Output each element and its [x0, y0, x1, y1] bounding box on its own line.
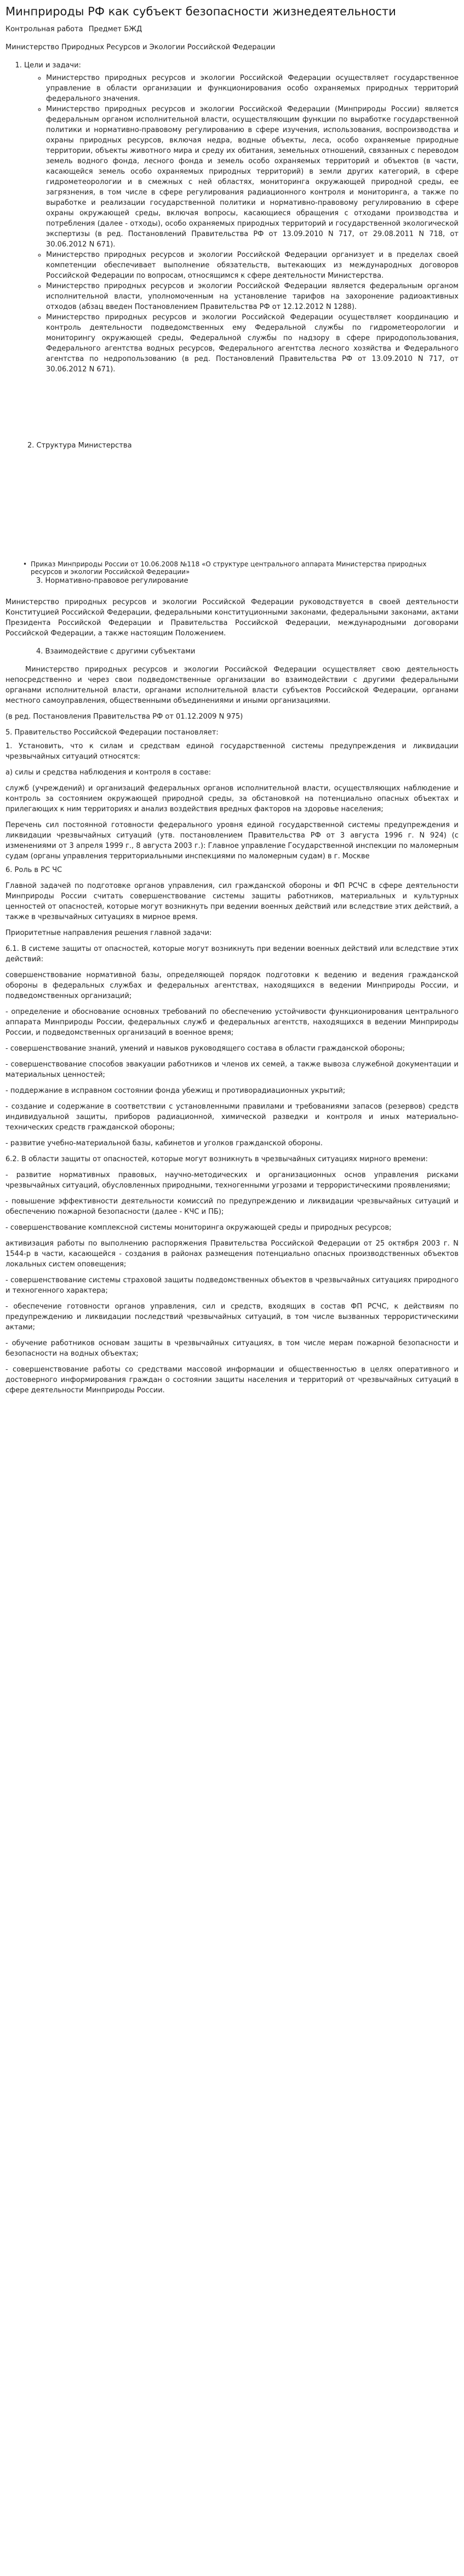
paragraph: - развитие нормативных правовых, научно-методических и организационных основ управления рисками чрезвычайных ситуаций, обусловленных природными, техногенными угрозами и террористическими проявлениями; — [5, 1171, 459, 1190]
work-kind: Контрольная работа — [5, 25, 83, 33]
list-item: ◦ Министерство природных ресурсов и экологии Российской Федерации организует и в пределах своей компетенции обеспечивает выполнение обязательств, вытекающих из международных договоров Российской Федерации по вопросам, относящимся к сфере деятельности Министерства. — [46, 250, 459, 281]
section-heading: 2. Структура Министерства — [27, 441, 132, 450]
paragraph: - совершенствование комплексной системы мониторинга окружающей среды и природных ресурсов; — [5, 1224, 392, 1232]
section-heading: 3. Нормативно-правовое регулирование — [36, 577, 188, 585]
section-heading: 4. Взаимодействие с другими субъектами — [36, 647, 196, 656]
list-item: ◦ Министерство природных ресурсов и экологии Российской Федерации осуществляет координацию и контроль деятельности подведомственных ему Федеральной службы по гидрометеорологии и мониторингу окружающей среды, Федеральной службы по надзору в сфере природопользования, Федерального агентства водных ресурсов, Федерального агентства лесного хозяйства и Федерального агентства по недропользованию (в ред. Постановлений Правительства РФ от 13.09.2010 N 717, от 30.06.2012 N 671). — [46, 312, 459, 375]
list-item: ◦ Министерство природных ресурсов и экологии Российской Федерации является федеральным органом исполнительной власти, уполномоченным на установление тарифов на захоронение радиоактивных отходов (абзац введен Постановлением Правительства РФ от 12.12.2012 N 1288). — [46, 281, 459, 312]
paragraph: - совершенствование работы со средствами массовой информации и общественностью в целях оперативного и достоверного информирования граждан о состоянии защиты населения и территорий от чрезвычайных ситуаций в сфере деятельности Минприроды России. — [5, 1366, 459, 1395]
paragraph: - совершенствование системы страховой защиты подведомственных объектов в чрезвычайных ситуациях природного и техногенного характера; — [5, 1276, 459, 1295]
paragraph: а) силы и средства наблюдения и контроля в составе: — [5, 768, 211, 777]
paragraph: Перечень сил постоянной готовности федерального уровня единой государственной системы предупреждения и ликвидации чрезвычайных ситуаций (утв. постановлением Правительства РФ от 3 августа 1996 г. N 924) (с изменениями от 3 апреля 1999 г., 8 августа 2003 г.): Главное управление Государственной инспекции по маломерным судам (органы управления территориальными инспекциями по маломерным судам) в г. Москве — [5, 821, 459, 860]
rs-paragraphs — [5, 881, 459, 1396]
paragraph: - определение и обоснование основных требований по обеспечению устойчивости функционирования центрального аппарата Минприроды России, федеральных служб и федеральных агентств, находящихся в ведении Минприроды России, и подведомственных организаций в военное время; — [5, 1008, 459, 1037]
section-list — [5, 60, 459, 375]
paragraph: - обеспечение готовности органов управления, сил и средств, входящих в состав ФП РСЧС, к действиям по предупреждению и ликвидации последствий чрезвычайных ситуаций, в том числе вызванных террористическими актами; — [5, 1303, 459, 1332]
paragraph: 6.2. В области защиты от опасностей, которые могут возникнуть в чрезвычайных ситуациях мирного времени: — [5, 1155, 428, 1163]
ministry-name: Министерство Природных Ресурсов и Экологии Российской Федерации — [5, 43, 276, 51]
interaction-text: Министерство природных ресурсов и экологии Российской Федерации осуществляет свою деятельность непосредственно и через свои подведомственные организации во взаимодействии с другими федеральными органами исполнительной власти, органами исполнительной власти субъектов Российской Федерации, органами местного самоуправления, общественными объединениями и иными организациями. — [5, 665, 459, 705]
subject: Предмет БЖД — [88, 25, 142, 33]
goals-list — [24, 73, 459, 375]
section-heading: Цели и задачи: — [24, 61, 81, 70]
paragraph: совершенствование нормативной базы, определяющей порядок подготовки к ведению и ведения гражданской обороны в федеральных службах и федеральных агентствах, находящихся в ведении Минприроды России, и подведомственных организаций; — [5, 971, 459, 1000]
list-item: ◦ Министерство природных ресурсов и экологии Российской Федерации осуществляет государственное управление в области организации и функционирования особо охраняемых природных территорий федерального значения. — [46, 73, 459, 104]
paragraph: Приоритетные направления решения главной задачи: — [5, 929, 212, 937]
meta-line — [5, 24, 459, 35]
list-item: • Приказ Минприроды России от 10.06.2008 №118 «О структуре центрального аппарата Министерства природных ресурсов и экологии Российской Федерации» — [31, 560, 459, 576]
paragraph: - развитие учебно-материальной базы, кабинетов и уголков гражданской обороны. — [5, 1139, 323, 1148]
interaction-ref: (в ред. Постановления Правительства РФ от 01.12.2009 N 975) — [5, 713, 243, 721]
paragraph: служб (учреждений) и организаций федеральных органов исполнительной власти, осуществляющих наблюдение и контроль за состоянием окружающей природной среды, за обстановкой на потенциально опасных объектах и прилегающих к ним территориях и анализ воздействия вредных факторов на здоровье населения; — [5, 784, 459, 813]
paragraph: - совершенствование знаний, умений и навыков руководящего состава в области гражданской обороны; — [5, 1045, 405, 1053]
paragraph: Главной задачей по подготовке органов управления, сил гражданской обороны и ФП РСЧС в сфере деятельности Минприроды России считать совершенствование системы защиты работников, материальных и культурных ценностей от опасностей, которые могут возникнуть при ведении военных действий или вследствие этих действий, а также в чрезвычайных ситуациях в мирное время. — [5, 882, 459, 921]
paragraph: активизация работы по выполнению распоряжения Правительства Российской Федерации от 25 октября 2003 г. N 1544-р в части, касающейся - создания в районах размещения потенциально опасных производственных объектов локальных систем оповещения; — [5, 1240, 459, 1269]
orders-list — [5, 560, 459, 576]
section-goals — [24, 60, 459, 375]
paragraph: - создание и содержание в соответствии с установленными правилами и требованиями запасов (резервов) средств индивидуальной защиты, приборов радиационной, химической разведки и контроля и иных материально-технических средств гражданской обороны; — [5, 1103, 459, 1132]
section-heading: 5. Правительство Российской Федерации постановляет: — [5, 728, 219, 737]
paragraph: - совершенствование способов эвакуации работников и членов их семей, а также вывоза служебной документации и материальных ценностей; — [5, 1060, 459, 1079]
paragraph: - поддержание в исправном состоянии фонда убежищ и противорадиационных укрытий; — [5, 1087, 346, 1095]
section-heading: 6. Роль в РС ЧС — [5, 866, 62, 874]
paragraph: - повышение эффективности деятельности комиссий по предупреждению и ликвидации чрезвычайных ситуаций и обеспечению пожарной безопасности (далее - КЧС и ПБ); — [5, 1197, 459, 1216]
regulation-text: Министерство природных ресурсов и экологии Российской Федерации руководствуется в своей деятельности Конституцией Российской Федерации, федеральными конституционными законами, федеральными законами, актами Президента Российской Федерации и Правительства Российской Федерации, международными договорами Российской Федерации, а также настоящим Положением. — [5, 598, 459, 638]
paragraph: 6.1. В системе защиты от опасностей, которые могут возникнуть при ведении военных действий или вследствие этих действий: — [5, 945, 459, 963]
list-item: ◦ Министерство природных ресурсов и экологии Российской Федерации (Минприроды России) является федеральным органом исполнительной власти, осуществляющим функции по выработке государственной политики и нормативно-правовому регулированию в сфере изучения, использования, воспроизводства и охраны природных ресурсов, включая недра, водные объекты, леса, особо охраняемые природные территории, объекты животного мира и среду их обитания, земельных отношений, связанных с переводом земель водного фонда, лесного фонда и земель особо охраняемых территорий и объектов (в части, касающейся земель особо охраняемых природных территорий) в земли других категорий, в сфере гидрометеорологии и в смежных с ней областях, мониторинга окружающей природной среды, ее загрязнения, в том числе в сфере регулирования радиационного контроля и мониторинга, а также по выработке и реализации государственной политики и нормативно-правовому регулированию в сфере охраны окружающей среды, включая вопросы, касающиеся обращения с отходами производства и потребления (далее - отходы), особо охраняемых природных территорий и государственной экологической экспертизы (в ред. Постановлений Правительства РФ от 13.09.2010 N 717, от 29.08.2011 N 718, от 30.06.2012 N 671). — [46, 104, 459, 250]
page-title: Минприроды РФ как субъект безопасности жизнедеятельности — [5, 5, 396, 18]
paragraph: 1. Установить, что к силам и средствам единой государственной системы предупреждения и ликвидации чрезвычайных ситуаций относятся: — [5, 742, 459, 761]
paragraph: - обучение работников основам защиты в чрезвычайных ситуациях, в том числе мерам пожарной безопасности и безопасности на водных объектах; — [5, 1339, 459, 1358]
